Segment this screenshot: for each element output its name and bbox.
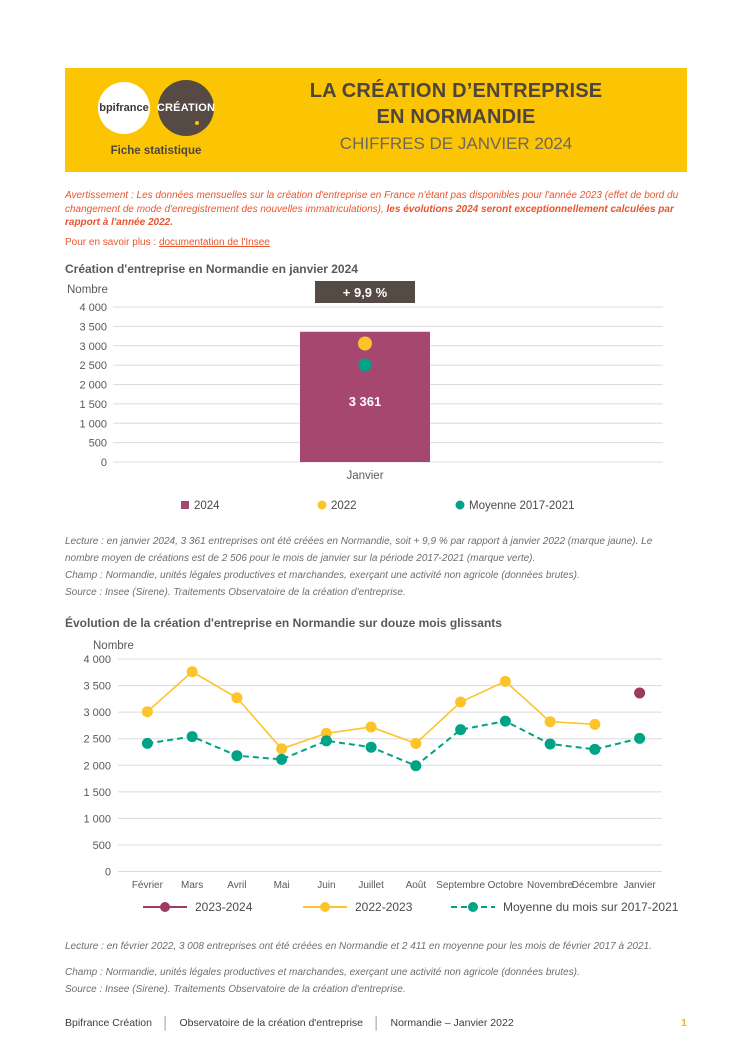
legend-label: 2024: [194, 499, 220, 512]
line-chart-container: [65, 639, 687, 929]
creation-logo: [158, 80, 214, 136]
footer-observatory: Observatoire de la création d'entreprise: [179, 1017, 363, 1029]
y-tick-label: 2 000: [83, 759, 111, 772]
x-tick-label: Novembre: [527, 879, 574, 891]
data-point-2022-2023: [545, 716, 556, 727]
footer-separator: │: [373, 1016, 381, 1030]
y-tick-label: 2 500: [83, 733, 111, 746]
bpifrance-logo-text: bpifrance: [99, 102, 149, 114]
line-chart: [65, 639, 687, 924]
legend-dot: [468, 902, 478, 912]
legend-swatch: [181, 501, 189, 509]
legend-swatch: [318, 500, 327, 509]
page-footer: [65, 1016, 687, 1030]
x-tick-label: Mai: [273, 879, 290, 891]
more-info-label: Pour en savoir plus :: [65, 236, 159, 248]
data-point-2022-2023: [366, 721, 377, 732]
x-tick-label: Avril: [227, 879, 247, 891]
section1-source: Source : Insee (Sirene). Traitements Observatoire de la création d'entreprise.: [65, 586, 406, 598]
x-tick-label: Décembre: [571, 879, 618, 891]
x-tick-label: Janvier: [623, 879, 656, 891]
x-tick-label: Septembre: [436, 879, 486, 891]
y-tick-label: 1 000: [79, 417, 107, 430]
page-number: 1: [681, 1017, 687, 1029]
section1-champ: Champ : Normandie, unités légales productives et marchandes, exerçant une activité non agricole (données brutes).: [65, 569, 580, 581]
legend-dot: [160, 902, 170, 912]
y-tick-label: 500: [92, 839, 111, 852]
data-point-Moyenne du mois sur 2017-2021: [276, 753, 287, 764]
data-point-2022-2023: [455, 696, 466, 707]
data-point-2022-2023: [500, 675, 511, 686]
legend-label: 2022: [331, 499, 357, 512]
logo-circles: [98, 80, 214, 136]
data-point-2022-2023: [410, 737, 421, 748]
page-title-line1: LA CRÉATION D’ENTREPRISE: [309, 80, 603, 102]
y-tick-label: 3 500: [83, 680, 111, 693]
data-point-Moyenne du mois sur 2017-2021: [634, 732, 645, 743]
marker-moyenne: [359, 358, 372, 371]
data-point-Moyenne du mois sur 2017-2021: [231, 750, 242, 761]
data-point-Moyenne du mois sur 2017-2021: [142, 737, 153, 748]
footer-org: Bpifrance Création: [65, 1017, 152, 1029]
x-tick-label: Octobre: [487, 879, 524, 891]
header-title-block: [235, 74, 677, 168]
footer-region-date: Normandie – Janvier 2022: [390, 1017, 514, 1029]
header-band: [65, 68, 687, 172]
section2-champ: Champ : Normandie, unités légales productives et marchandes, exerçant une activité non agricole (données brutes).: [65, 966, 580, 978]
section1-lecture: Lecture : en janvier 2024, 3 361 entreprises ont été créées en Normandie, soit + 9,9 % par rapport à janvier 2022 (marque jaune). Le nombre moyen de créations est de 2 506 pour le mois de janvier sur la période 2017-2021 (marque verte).: [65, 535, 653, 564]
data-point-Moyenne du mois sur 2017-2021: [545, 738, 556, 749]
data-point-Moyenne du mois sur 2017-2021: [187, 731, 198, 742]
y-tick-label: 2 000: [79, 379, 107, 391]
data-point-Moyenne du mois sur 2017-2021: [366, 741, 377, 752]
x-tick-label: Mars: [181, 879, 204, 891]
data-point-2022-2023: [187, 666, 198, 677]
y-tick-label: 3 500: [79, 320, 107, 333]
y-tick-label: 0: [104, 866, 111, 878]
data-point-2022-2023: [276, 743, 287, 754]
warning-text-bold: les évolutions 2024 seront exceptionnellement calculées par rapport à l'année 2022.: [65, 203, 674, 228]
bar-value-label: 3 361: [348, 393, 382, 409]
x-tick-label: Juin: [317, 879, 336, 891]
data-point-2022-2023: [589, 718, 600, 729]
x-tick-label: Juillet: [358, 879, 384, 891]
y-tick-label: 4 000: [79, 301, 107, 314]
data-point-2022-2023: [231, 692, 242, 703]
data-point-2023-2024: [634, 687, 645, 698]
y-tick-label: 3 000: [83, 706, 111, 719]
y-axis-title: Nombre: [93, 639, 134, 652]
y-tick-label: 3 000: [79, 340, 107, 353]
data-point-Moyenne du mois sur 2017-2021: [410, 760, 421, 771]
y-tick-label: 1 500: [83, 786, 111, 799]
section2-notes: [65, 938, 687, 998]
legend-label: 2023-2024: [195, 899, 253, 914]
section2-title: Évolution de la création d'entreprise en Normandie sur douze mois glissants: [65, 615, 502, 630]
warning-notice: [65, 189, 687, 230]
legend-swatch: [456, 500, 465, 509]
legend-label: 2022-2023: [355, 899, 413, 914]
creation-logo-dot-icon: [195, 121, 199, 125]
data-point-Moyenne du mois sur 2017-2021: [500, 715, 511, 726]
x-tick-label: Février: [131, 879, 163, 891]
data-point-Moyenne du mois sur 2017-2021: [589, 743, 600, 754]
data-point-Moyenne du mois sur 2017-2021: [455, 724, 466, 735]
series-line-2022-2023: [147, 671, 595, 748]
x-tick-label: Janvier: [346, 469, 384, 482]
data-point-Moyenne du mois sur 2017-2021: [321, 735, 332, 746]
evolution-badge-label: + 9,9 %: [342, 284, 388, 300]
bar-chart: [65, 279, 687, 519]
series-line-Moyenne du mois sur 2017-2021: [147, 721, 639, 766]
y-tick-label: 1 500: [79, 398, 107, 411]
section2-lecture: Lecture : en février 2022, 3 008 entreprises ont été créées en Normandie et 2 411 en moyenne pour les mois de février 2017 à 2021.: [65, 940, 652, 952]
y-tick-label: 1 000: [83, 812, 111, 825]
marker-2022: [358, 336, 372, 350]
warning-text: Avertissement : Les données mensuelles sur la création d'entreprise en France n'étant pas disponibles pour l'année 2023 (effet de bord du changement de mode d'enregistrement des nouvelles immatriculations),: [65, 190, 679, 215]
legend-label: Moyenne du mois sur 2017-2021: [503, 899, 679, 914]
page-title-line2: EN NORMANDIE: [376, 106, 536, 128]
x-tick-label: Août: [405, 879, 427, 891]
legend-label: Moyenne 2017-2021: [469, 499, 575, 512]
data-point-2022-2023: [142, 706, 153, 717]
section2-source: Source : Insee (Sirene). Traitements Observatoire de la création d'entreprise.: [65, 983, 406, 995]
y-tick-label: 0: [100, 456, 107, 469]
y-axis-title: Nombre: [67, 283, 108, 296]
section1-notes: [65, 533, 687, 601]
creation-logo-text: CRÉATION: [156, 102, 216, 114]
more-info-row: [65, 237, 687, 248]
section1-title: Création d'entreprise en Normandie en janvier 2024: [65, 261, 358, 276]
insee-documentation-link[interactable]: documentation de l'Insee: [158, 236, 270, 248]
bar-chart-container: [65, 279, 687, 524]
header-tagline: Fiche statistique: [110, 145, 202, 157]
page-subtitle: CHIFFRES DE JANVIER 2024: [339, 134, 573, 153]
y-tick-label: 500: [88, 437, 107, 450]
bpifrance-logo: [98, 82, 150, 134]
legend-dot: [320, 902, 330, 912]
y-tick-label: 4 000: [83, 653, 111, 666]
y-tick-label: 2 500: [79, 359, 107, 372]
logo-block: [77, 74, 235, 168]
footer-separator: │: [161, 1016, 170, 1030]
